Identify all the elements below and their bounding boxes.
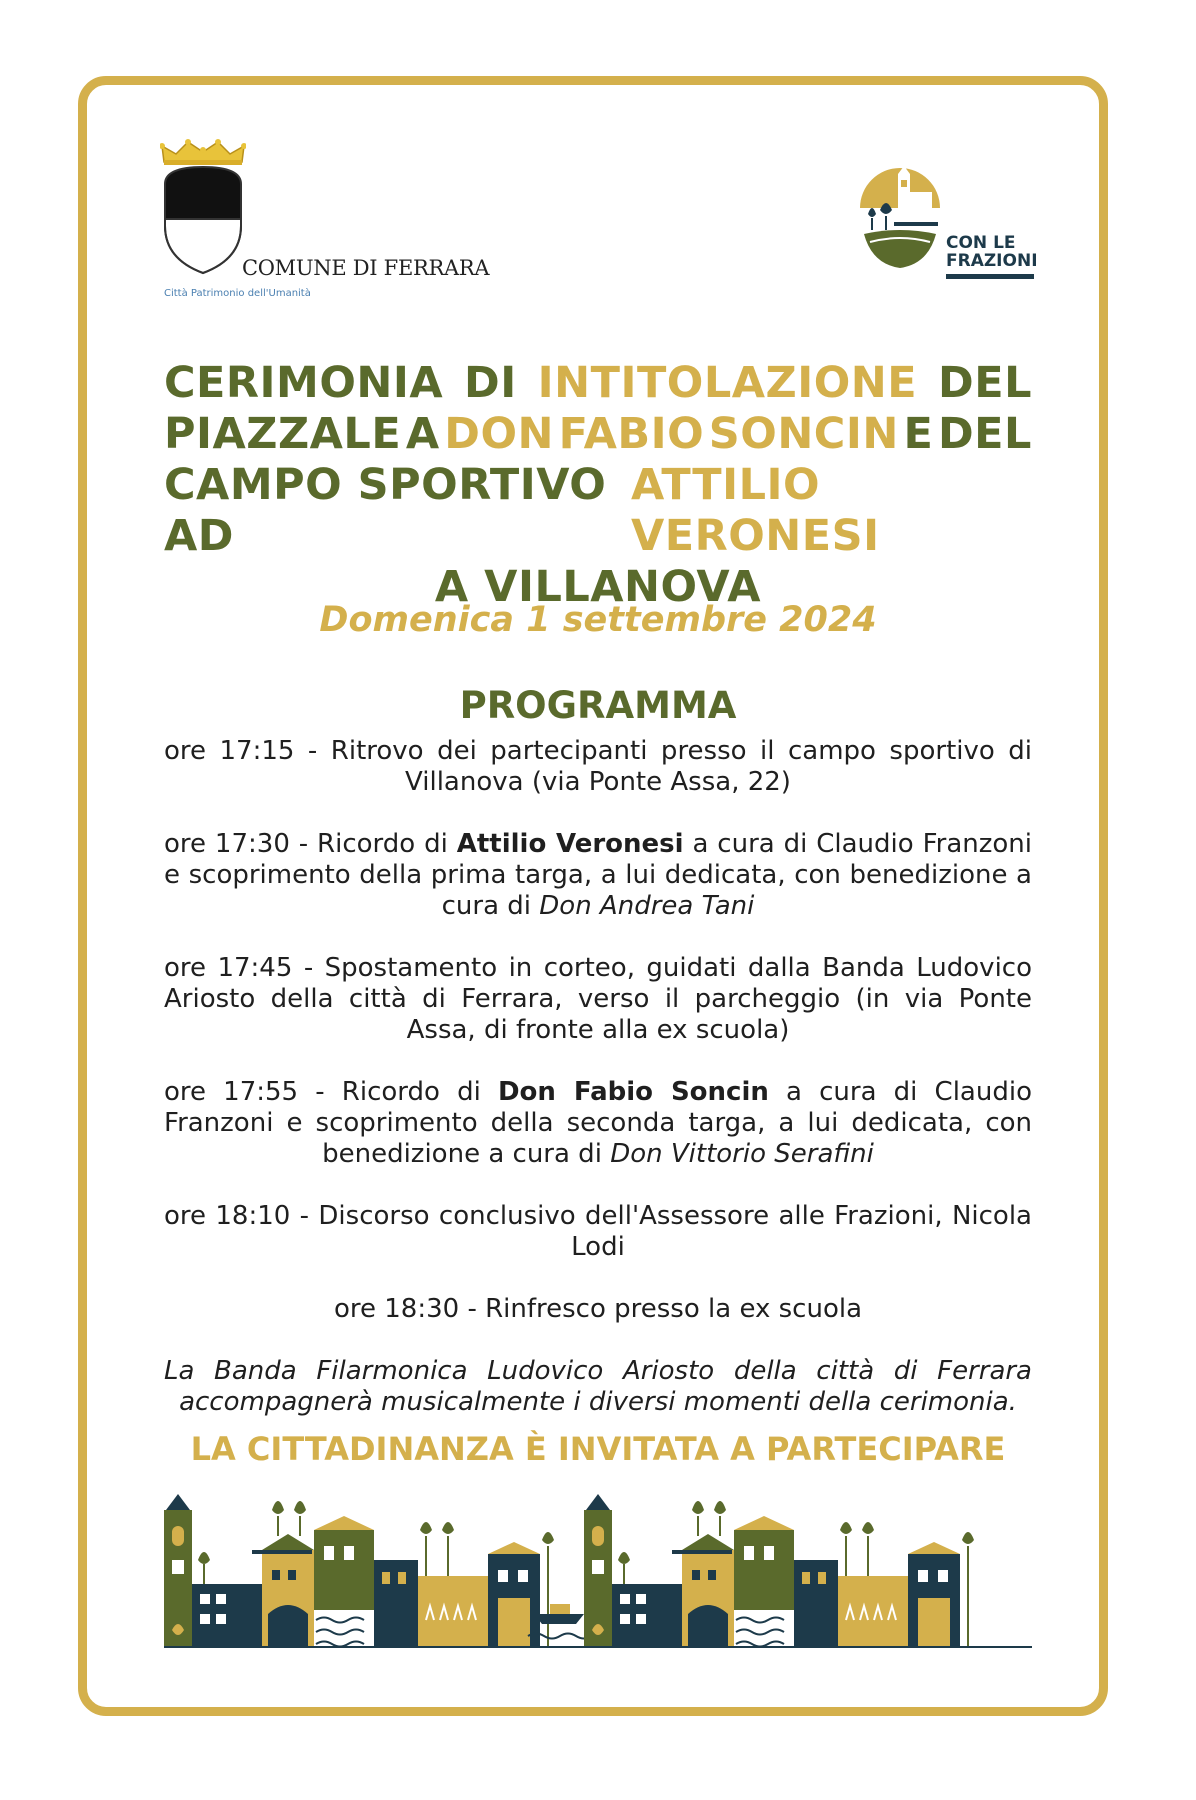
title-word: PIAZZALE bbox=[164, 409, 402, 459]
title-word: CAMPO SPORTIVO AD bbox=[164, 460, 607, 561]
title-word: DEL bbox=[938, 358, 1032, 408]
program-item bbox=[164, 1294, 1032, 1325]
title-line-1 bbox=[164, 358, 1032, 409]
title-word: A VILLANOVA bbox=[434, 562, 762, 612]
program-item bbox=[164, 1201, 1032, 1263]
program-item bbox=[164, 1077, 1032, 1170]
program-text: a cura di Claudio Franzoni e scoprimento della prima targa, a lui dedicata, con benedizione a cura di bbox=[164, 829, 1032, 921]
program-text: ore 17:55 - Ricordo di bbox=[164, 1077, 498, 1107]
program-item bbox=[164, 829, 1032, 922]
program-heading: PROGRAMMA bbox=[459, 684, 737, 727]
honoree-name: Attilio Veronesi bbox=[456, 829, 684, 859]
shield-icon bbox=[162, 164, 244, 276]
title-word: CERIMONIA bbox=[164, 358, 444, 408]
title-word: DEL bbox=[937, 409, 1032, 459]
crown-icon bbox=[160, 138, 246, 166]
comune-logo bbox=[158, 138, 498, 308]
comune-subtitle: Città Patrimonio dell'Umanità bbox=[164, 288, 311, 299]
title-word: INTITOLAZIONE bbox=[537, 358, 918, 408]
frazioni-logo bbox=[858, 164, 1038, 294]
program-text: ore 18:10 - Discorso conclusivo dell'Assessore alle Frazioni, Nicola Lodi bbox=[164, 1201, 1032, 1262]
priest-name: Don Andrea Tani bbox=[539, 891, 755, 921]
program-item bbox=[164, 953, 1032, 1046]
frazioni-underline bbox=[946, 274, 1034, 279]
frazioni-line1: CON LE bbox=[946, 233, 1016, 253]
program-item bbox=[164, 736, 1032, 798]
title-word: A bbox=[405, 409, 440, 459]
title-word: DON bbox=[444, 409, 554, 459]
invitation-banner: LA CITTADINANZA È INVITATA A PARTECIPARE bbox=[190, 1430, 1006, 1468]
comune-name: COMUNE DI FERRARA bbox=[242, 256, 490, 280]
town-skyline-illustration bbox=[164, 1490, 1032, 1648]
village-icon bbox=[858, 164, 942, 282]
program-text: a cura di Claudio Franzoni e scoprimento della seconda targa, a lui dedicata, con benedizione a cura di bbox=[164, 1077, 1032, 1169]
program-text: ore 17:15 - Ritrovo dei partecipanti presso il campo sportivo di Villanova (via Ponte Assa, 22) bbox=[164, 736, 1032, 797]
honoree-name: Don Fabio Soncin bbox=[497, 1077, 769, 1107]
title-line-2 bbox=[164, 409, 1032, 460]
program-list bbox=[164, 736, 1032, 1418]
priest-name: Don Vittorio Serafini bbox=[610, 1139, 874, 1169]
frazioni-label bbox=[946, 234, 1038, 270]
frazioni-line2: FRAZIONI bbox=[946, 251, 1038, 271]
program-text: ore 18:30 - Rinfresco presso la ex scuola bbox=[333, 1294, 863, 1324]
program-text: ore 17:30 - Ricordo di bbox=[164, 829, 457, 859]
title-line-3 bbox=[164, 460, 1032, 562]
title-word: SONCIN bbox=[708, 409, 899, 459]
title-word: ATTILIO VERONESI bbox=[630, 460, 880, 561]
title-word: FABIO bbox=[558, 409, 705, 459]
program-text: ore 17:45 - Spostamento in corteo, guidati dalla Banda Ludovico Ariosto della città di Ferrara, verso il parcheggio (in via Ponte Assa, di fronte alla ex scuola) bbox=[164, 953, 1032, 1045]
title-word: DI bbox=[464, 358, 517, 408]
page-title bbox=[164, 358, 1032, 613]
band-note: La Banda Filarmonica Ludovico Ariosto della città di Ferrara accompagnerà musicalmente i diversi momenti della cerimonia. bbox=[164, 1356, 1032, 1417]
title-word: E bbox=[903, 409, 934, 459]
event-date: Domenica 1 settembre 2024 bbox=[319, 600, 877, 640]
